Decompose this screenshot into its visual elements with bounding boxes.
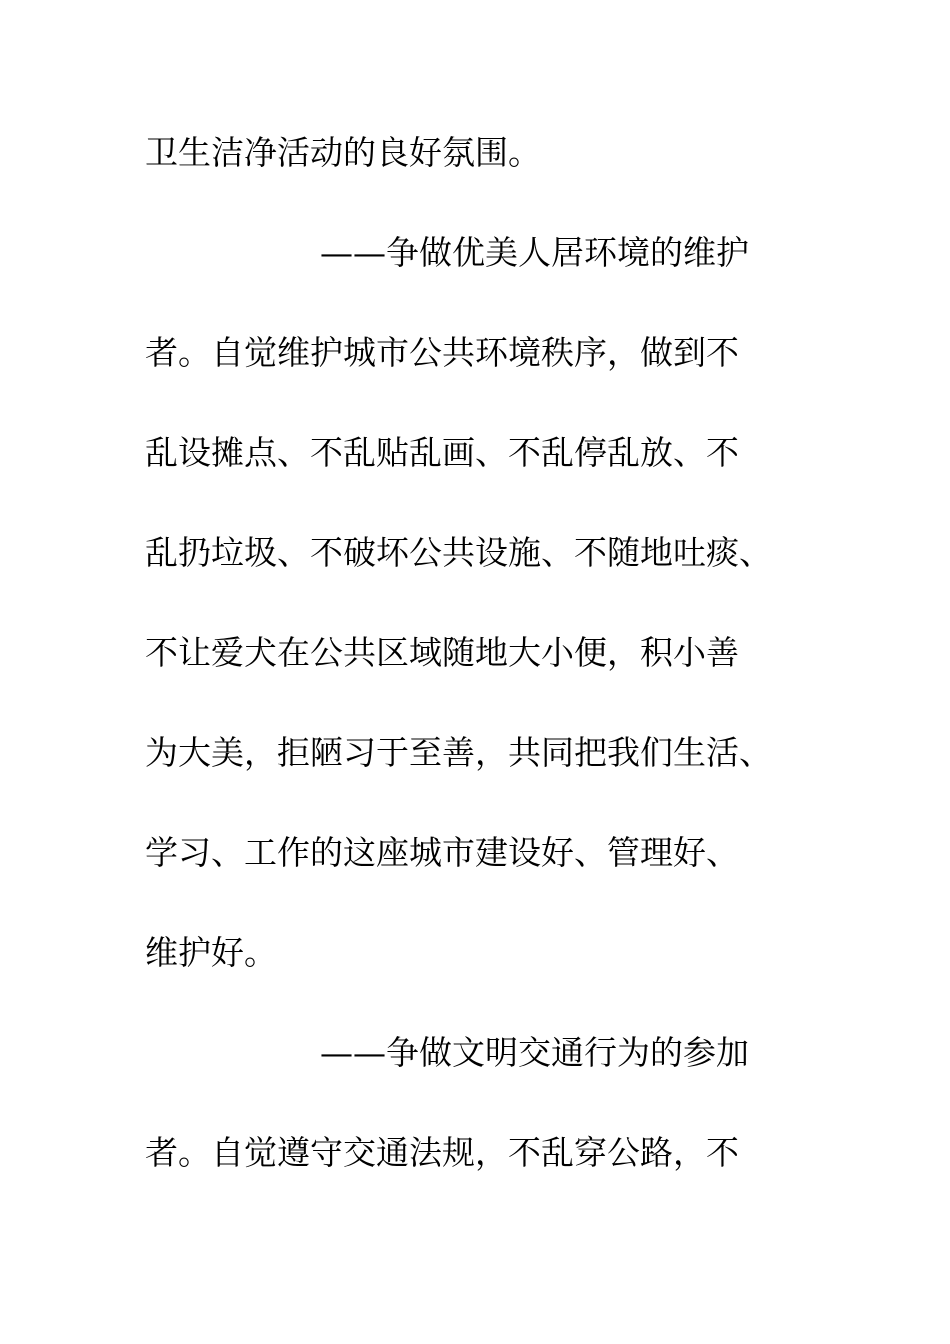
text-line: ——争做优美人居环境的维护	[320, 233, 749, 272]
text-line: 卫生洁净活动的良好氛围。	[145, 133, 541, 172]
text-line: 学习、工作的这座城市建设好、管理好、	[145, 833, 739, 872]
text-line: 不让爱犬在公共区域随地大小便，积小善	[145, 633, 739, 672]
text-line: 乱设摊点、不乱贴乱画、不乱停乱放、不	[145, 433, 739, 472]
text-line: 为大美，拒陋习于至善，共同把我们生活、	[145, 733, 772, 772]
text-line: 者。自觉遵守交通法规，不乱穿公路，不	[145, 1133, 739, 1172]
text-line: 维护好。	[145, 933, 277, 972]
text-line: 者。自觉维护城市公共环境秩序，做到不	[145, 333, 739, 372]
text-line: ——争做文明交通行为的参加	[320, 1033, 749, 1072]
text-line: 乱扔垃圾、不破坏公共设施、不随地吐痰、	[145, 533, 772, 572]
